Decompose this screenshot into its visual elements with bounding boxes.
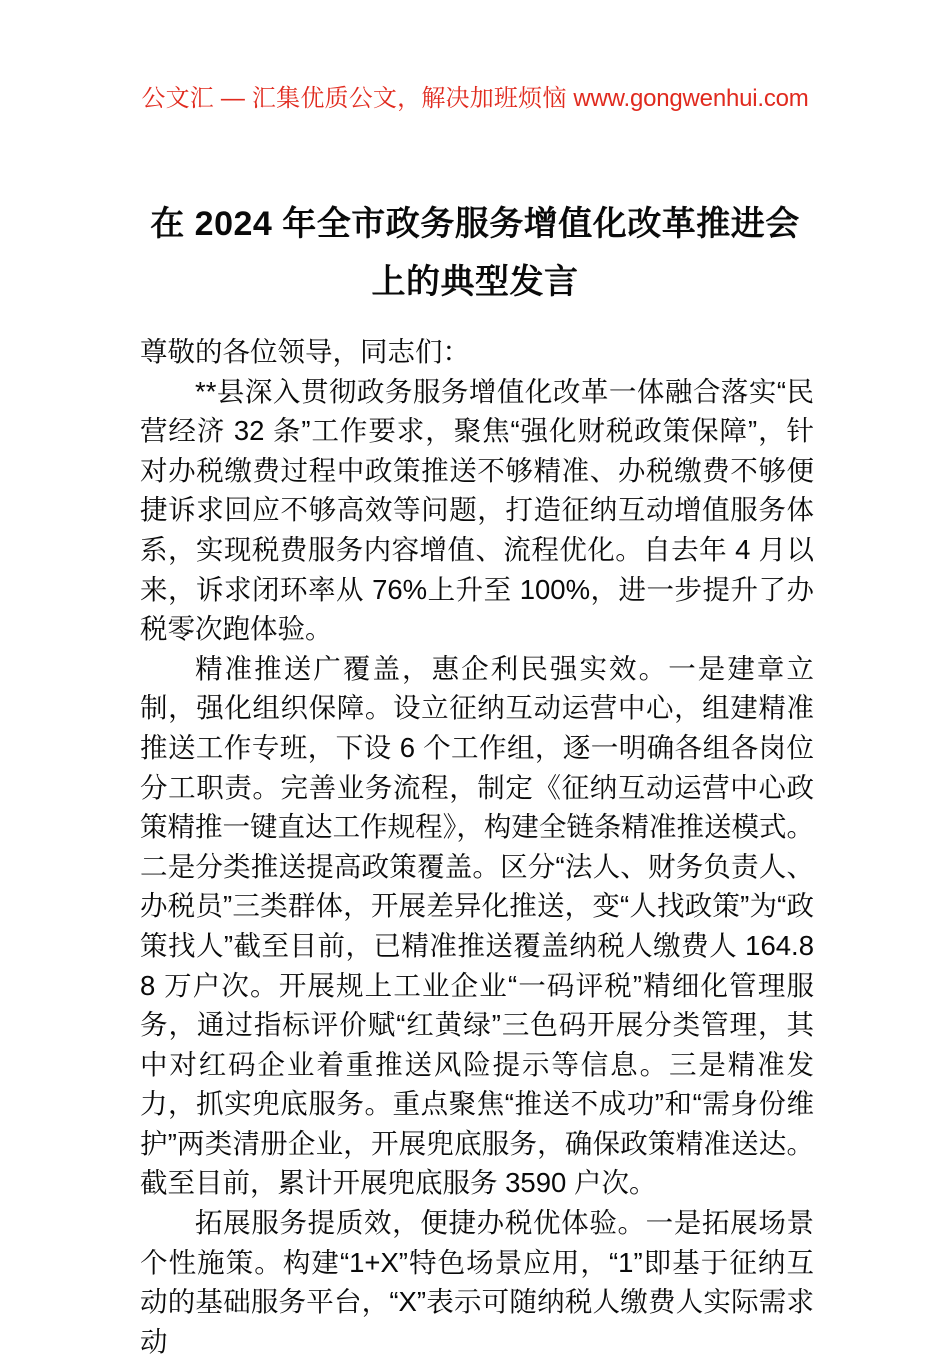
page-title-line-2: 上的典型发言 <box>371 262 579 301</box>
page-title-line-1: 在 2024 年全市政务服务增值化改革推进会 <box>150 204 800 243</box>
site-brand-text: 公文汇 — 汇集优质公文，解决加班烦恼 <box>141 85 567 112</box>
paragraph-section-2: 拓展服务提质效，便捷办税优体验。一是拓展场景个性施策。构建“1+X”特色场景应用，“1”即基于征纳互动的基础服务平台，“X”表示可随纳税人缴费人实际需求动 <box>140 1207 814 1357</box>
document-body <box>140 332 814 1361</box>
paragraph-section-1: 精准推送广覆盖，惠企利民强实效。一是建章立制，强化组织保障。设立征纳互动运营中心，组建精准推送工作专班，下设 6 个工作组，逐一明确各组各岗位分工职责。完善业务流程，制定《征纳互动运营中心政策精推一键直达工作规程》，构建全链条精准推送模式。二是分类推送提高政策覆盖。区分“法人、财务负责人、办税员”三类群体，开展差异化推送，变“人找政策”为“政策找人”截至目前，已精准推送覆盖纳税人缴费人 164.88 万户次。开展规上工业企业“一码评税”精细化管理服务，通过指标评价赋“红黄绿”三色码开展分类管理，其中对红码企业着重推送风险提示等信息。三是精准发力，抓实兜底服务。重点聚焦“推送不成功”和“需身份维护”两类清册企业，开展兜底服务，确保政策精准送达。截至目前，累计开展兜底服务 3590 户次。 <box>140 652 814 1199</box>
site-watermark-header <box>0 84 950 114</box>
paragraph-salutation: 尊敬的各位领导，同志们： <box>140 336 470 367</box>
page-title <box>95 195 855 311</box>
paragraph-intro: **县深入贯彻政务服务增值化改革一体融合落实“民营经济 32 条”工作要求，聚焦“强化财税政策保障”，针对办税缴费过程中政策推送不够精准、办税缴费不够便捷诉求回应不够高效等问题，打造征纳互动增值服务体系，实现税费服务内容增值、流程优化。自去年 4 月以来，诉求闭环率从 76%上升至 100%，进一步提升了办税零次跑体验。 <box>140 375 814 645</box>
site-url-text: www.gongwenhui.com <box>573 85 809 112</box>
